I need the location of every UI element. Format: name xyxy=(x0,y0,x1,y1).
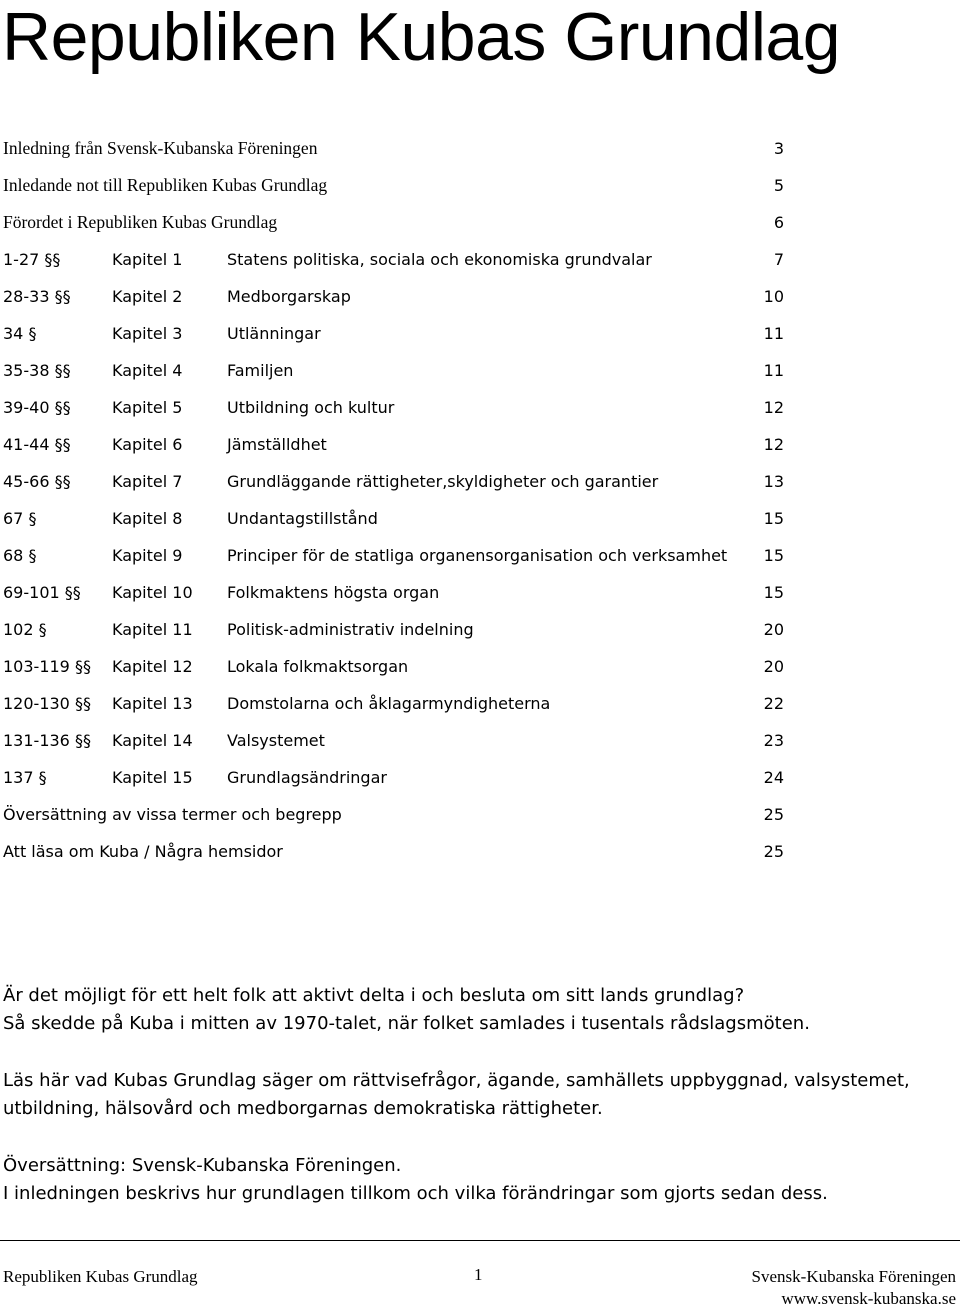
toc-entry xyxy=(0,648,800,685)
toc-entry-section: 120-130 §§ xyxy=(3,694,91,713)
toc-entry xyxy=(0,315,800,352)
toc-entry-page: 3 xyxy=(773,139,784,158)
toc-entry-title: Principer för de statliga organensorganisation och verksamhet xyxy=(227,546,728,565)
toc-entry xyxy=(0,241,800,278)
intro-line: Översättning: Svensk-Kubanska Föreningen. xyxy=(3,1155,402,1176)
intro-paragraph-1 xyxy=(3,982,953,1038)
footer-website: www.svensk-kubanska.se xyxy=(781,1289,956,1308)
toc-entry-section: 67 § xyxy=(3,509,37,528)
toc-entry-chapter: Kapitel 7 xyxy=(112,472,183,491)
toc-entry-page: 25 xyxy=(763,805,784,824)
toc-entry-page: 15 xyxy=(763,546,784,565)
toc-entry xyxy=(0,574,800,611)
toc-entry xyxy=(0,463,800,500)
toc-entry-section: 41-44 §§ xyxy=(3,435,71,454)
footer-organization: Svensk-Kubanska Föreningen xyxy=(751,1267,956,1286)
toc-entry xyxy=(0,759,800,796)
toc-entry-page: 20 xyxy=(763,657,784,676)
toc-entry-page: 13 xyxy=(763,472,784,491)
toc-entry-section: 1-27 §§ xyxy=(3,250,61,269)
toc-entry-chapter: Kapitel 14 xyxy=(112,731,193,750)
toc-entry-chapter: Kapitel 4 xyxy=(112,361,183,380)
toc-entry-section: 45-66 §§ xyxy=(3,472,71,491)
toc-entry-title: Valsystemet xyxy=(227,731,325,750)
toc-entry-section: 68 § xyxy=(3,546,37,565)
toc-entry-title: Folkmaktens högsta organ xyxy=(227,583,440,602)
toc-entry-section: Att läsa om Kuba / Några hemsidor xyxy=(3,842,283,861)
toc-entry-section: Förordet i Republiken Kubas Grundlag xyxy=(3,212,278,232)
toc-entry-section: 34 § xyxy=(3,324,37,343)
toc-entry xyxy=(0,685,800,722)
toc-entry-section: Inledning från Svensk-Kubanska Föreningen xyxy=(3,138,318,158)
intro-line: Är det möjligt för ett helt folk att aktivt delta i och besluta om sitt lands grundlag? xyxy=(3,985,745,1006)
toc-entry xyxy=(0,352,800,389)
toc-entry-page: 12 xyxy=(763,398,784,417)
toc-entry-section: 102 § xyxy=(3,620,47,639)
toc-entry xyxy=(0,389,800,426)
toc-entry-chapter: Kapitel 12 xyxy=(112,657,193,676)
toc-entry-section: 39-40 §§ xyxy=(3,398,71,417)
toc-entry-chapter: Kapitel 3 xyxy=(112,324,183,343)
intro-paragraph-2: Läs här vad Kubas Grundlag säger om rättvisefrågor, ägande, samhällets uppbyggnad, valsystemet, utbildning, hälsovård och medborgarnas demokratiska rättigheter. xyxy=(3,1070,910,1119)
intro-line: I inledningen beskrivs hur grundlagen tillkom och vilka förändringar som gjorts sedan dess. xyxy=(3,1183,828,1204)
toc-entry xyxy=(0,500,800,537)
toc-entry-page: 6 xyxy=(773,213,784,232)
toc-entry-page: 20 xyxy=(763,620,784,639)
toc-entry-chapter: Kapitel 2 xyxy=(112,287,183,306)
toc-entry-chapter: Kapitel 10 xyxy=(112,583,193,602)
toc-entry-page: 11 xyxy=(763,324,784,343)
intro-line: Så skedde på Kuba i mitten av 1970-talet, när folket samlades i tusentals rådslagsmöten. xyxy=(3,1013,810,1034)
footer-divider xyxy=(0,1240,960,1241)
footer-page-number: 1 xyxy=(474,1265,483,1284)
toc-entry xyxy=(0,278,800,315)
toc-entry-title: Familjen xyxy=(227,361,294,380)
toc-entry-page: 12 xyxy=(763,435,784,454)
toc-entry-chapter: Kapitel 13 xyxy=(112,694,193,713)
toc-entry-page: 24 xyxy=(763,768,784,787)
toc-entry-page: 15 xyxy=(763,509,784,528)
toc-entry-title: Grundläggande rättigheter,skyldigheter och garantier xyxy=(227,472,659,491)
toc-entry-page: 11 xyxy=(763,361,784,380)
toc-entry-chapter: Kapitel 9 xyxy=(112,546,183,565)
toc-entry-title: Undantagstillstånd xyxy=(227,509,378,528)
toc-entry-page: 5 xyxy=(773,176,784,195)
toc-entry-section: 103-119 §§ xyxy=(3,657,91,676)
document-title: Republiken Kubas Grundlag xyxy=(2,0,841,75)
toc-entry-page: 10 xyxy=(763,287,784,306)
toc-entry-page: 15 xyxy=(763,583,784,602)
toc-entry-title: Jämställdhet xyxy=(227,435,327,454)
toc-entry-section: 69-101 §§ xyxy=(3,583,81,602)
toc-entry-title: Grundlagsändringar xyxy=(227,768,387,787)
toc-entry-page: 7 xyxy=(773,250,784,269)
toc-entry-section: 131-136 §§ xyxy=(3,731,91,750)
toc-entry xyxy=(0,611,800,648)
toc-entry-section: 137 § xyxy=(3,768,47,787)
toc-entry-title: Domstolarna och åklagarmyndigheterna xyxy=(227,694,551,713)
toc-entry xyxy=(0,537,800,574)
toc-entry xyxy=(0,722,800,759)
toc-entry-chapter: Kapitel 1 xyxy=(112,250,183,269)
toc-entry-page: 23 xyxy=(763,731,784,750)
toc-entry-chapter: Kapitel 6 xyxy=(112,435,183,454)
toc-entry-chapter: Kapitel 11 xyxy=(112,620,193,639)
toc-entry xyxy=(0,167,800,204)
table-of-contents xyxy=(0,130,800,870)
toc-entry-section: Inledande not till Republiken Kubas Grundlag xyxy=(3,175,328,195)
toc-entry xyxy=(0,426,800,463)
toc-entry xyxy=(0,796,800,833)
intro-paragraph-3 xyxy=(3,1152,953,1208)
footer-document-title: Republiken Kubas Grundlag xyxy=(3,1267,198,1286)
toc-entry-title: Medborgarskap xyxy=(227,287,351,306)
toc-entry xyxy=(0,130,800,167)
toc-entry-chapter: Kapitel 15 xyxy=(112,768,193,787)
toc-entry-title: Lokala folkmaktsorgan xyxy=(227,657,409,676)
toc-entry xyxy=(0,833,800,870)
toc-entry xyxy=(0,204,800,241)
toc-entry-title: Utlänningar xyxy=(227,324,321,343)
toc-entry-section: Översättning av vissa termer och begrepp xyxy=(3,805,342,824)
toc-entry-chapter: Kapitel 8 xyxy=(112,509,183,528)
toc-entry-section: 35-38 §§ xyxy=(3,361,71,380)
toc-entry-page: 25 xyxy=(763,842,784,861)
toc-entry-title: Utbildning och kultur xyxy=(227,398,395,417)
toc-entry-page: 22 xyxy=(763,694,784,713)
toc-entry-title: Politisk-administrativ indelning xyxy=(227,620,474,639)
toc-entry-section: 28-33 §§ xyxy=(3,287,71,306)
toc-entry-title: Statens politiska, sociala och ekonomiska grundvalar xyxy=(227,250,652,269)
toc-entry-chapter: Kapitel 5 xyxy=(112,398,183,417)
